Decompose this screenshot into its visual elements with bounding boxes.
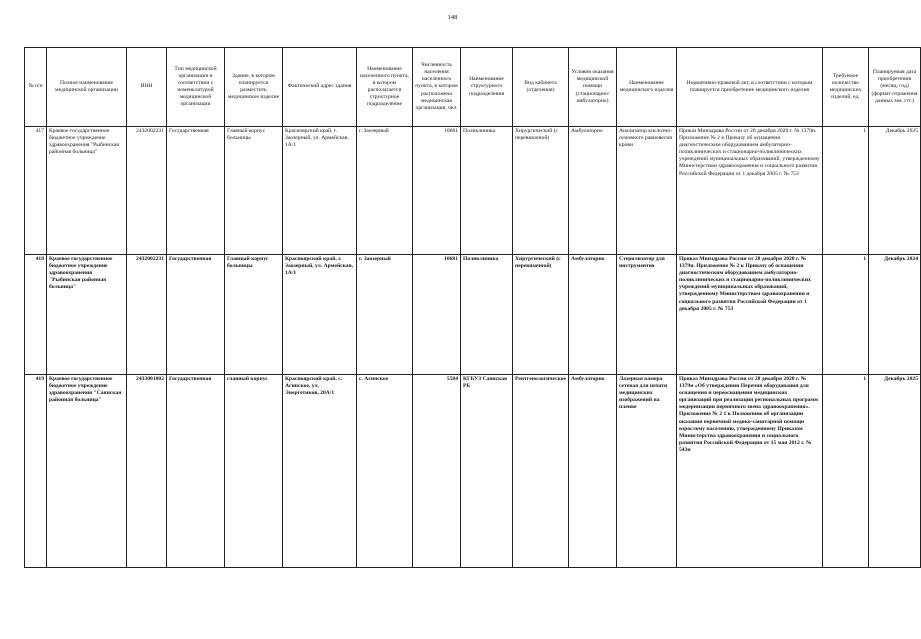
table-row [25, 127, 921, 255]
cell-device: Лазерная камера сетевая для печати медицинских изображений на пленке [617, 375, 677, 568]
cell-conditions: Амбулаторно [569, 127, 617, 255]
cell-num: 417 [25, 127, 47, 255]
cell-type: Государственная [167, 127, 225, 255]
header-device: Наименование медицинского изделия [617, 48, 677, 127]
header-population: Численность населения населенного пункта, в котором расположена медицинская организация, чел. [413, 48, 461, 127]
cell-population: 5584 [413, 375, 461, 568]
cell-num: 418 [25, 255, 47, 375]
equipment-table [24, 47, 921, 568]
cell-conditions: Амбулаторно [569, 375, 617, 568]
cell-cabinet: Хирургический (с перевязочной) [513, 255, 569, 375]
cell-conditions: Амбулаторно [569, 255, 617, 375]
table-header-row [25, 48, 921, 127]
header-qty: Требуемое количество медицинских изделий, ед. [823, 48, 869, 127]
cell-locality: с. Агинское [357, 375, 413, 568]
cell-inn: 2432002231 [127, 255, 167, 375]
cell-type: Государственная [167, 255, 225, 375]
cell-population: 10681 [413, 255, 461, 375]
cell-date: Декабрь 2025 [869, 375, 921, 568]
cell-org: Краевое государственное бюджетное учреждение здравоохранения "Саянская районная больница" [47, 375, 127, 568]
cell-org: Краевое государственное бюджетное учреждение здравоохранения "Рыбинская районная больница" [47, 127, 127, 255]
cell-building: Главный корпус больницы [225, 255, 283, 375]
header-building: Здание, в котором планируется разместить медицинское изделие [225, 48, 283, 127]
cell-qty: 1 [823, 375, 869, 568]
header-locality: Наименование населенного пункта, в котором располагается структурное подразделение [357, 48, 413, 127]
cell-act: Приказ Минздрава России от 28 декабря 2020 г. № 1379н «Об утверждении Перечня оборудования для оснащения и переоснащения медицинских организаций при реализации региональных программ модернизации первичного звена здравоохранения». Приложение № 2 1 к Положению об организации оказания первичной медико-санитарной помощи взрослому населению, утвержденному Приказом Министерства здравоохранения и социального развития Российской Федерации от 15 мая 2012 г. № 543н [677, 375, 823, 568]
cell-device: Стерилизатор для инструментов [617, 255, 677, 375]
cell-building: главный корпус [225, 375, 283, 568]
cell-cabinet: Рентгенологическое [513, 375, 569, 568]
cell-unit: Поликлиника [461, 127, 513, 255]
header-address: Фактический адрес здания [283, 48, 357, 127]
header-conditions: Условия оказания медицинской помощи (стационарно/амбулаторно) [569, 48, 617, 127]
cell-num: 419 [25, 375, 47, 568]
header-unit: Наименование структурного подразделения [461, 48, 513, 127]
cell-date: Декабрь 2025 [869, 127, 921, 255]
cell-device: Анализатор кислотно-основного равновесия крови [617, 127, 677, 255]
cell-building: Главный корпус больницы [225, 127, 283, 255]
header-type: Тип медицинской организации в соответствии с номенклатурой медицинской организации [167, 48, 225, 127]
page-number: 148 [447, 14, 458, 21]
cell-unit: КГБУЗ Саянская РБ [461, 375, 513, 568]
cell-address: Красноярский край, г. Заозерный, ул. Армейская, 1А/1 [283, 127, 357, 255]
cell-qty: 1 [823, 127, 869, 255]
cell-inn: 2433001002 [127, 375, 167, 568]
cell-type: Государственная [167, 375, 225, 568]
header-num: № п/п [25, 48, 47, 127]
table-row [25, 255, 921, 375]
cell-act: Приказ Минздрава России от 28 декабря 2020 г. № 1379н. Приложение № 2 к Приказу об оснащении диагностическим оборудованием амбулаторно-поликлинических и стационарно-поликлинических учреждений муниципальных образований, утвержденному Министерством здравоохранения и социального развития Российской Федерации от 1 декабря 2005 г. № 753 [677, 127, 823, 255]
header-act: Нормативно-правовой акт, в соответствии с которым планируется приобретение медицинского изделия [677, 48, 823, 127]
cell-date: Декабрь 2024 [869, 255, 921, 375]
cell-address: Красноярский край, г. Заозерный, ул. Армейская, 1А/1 [283, 255, 357, 375]
cell-cabinet: Хирургический (с перевязочной) [513, 127, 569, 255]
header-cabinet: Вид кабинета (отделения) [513, 48, 569, 127]
cell-org: Краевое государственное бюджетное учреждение здравоохранения "Рыбинская районная больница" [47, 255, 127, 375]
header-date: Планируемая дата приобретения (месяц, год) (формат отражения данных мм. ггг.) [869, 48, 921, 127]
header-org: Полное наименование медицинской организации [47, 48, 127, 127]
cell-qty: 1 [823, 255, 869, 375]
cell-unit: Поликлиника [461, 255, 513, 375]
cell-act: Приказ Минздрава России от 28 декабря 2020 г. № 1379н. Приложение № 2 к Приказу об оснащении диагностическим оборудованием амбулаторно-поликлинических и стационарно-поликлинических учреждений муниципальных образований, утвержденному Министерством здравоохранения и социального развития Российской Федерации от 1 декабря 2005 г. № 753 [677, 255, 823, 375]
header-inn: ИНН [127, 48, 167, 127]
cell-locality: г. Заозерный [357, 127, 413, 255]
cell-locality: г. Заозерный [357, 255, 413, 375]
cell-population: 10681 [413, 127, 461, 255]
table-row [25, 375, 921, 568]
cell-address: Красноярский край, с. Агинское, ул. Энергетиков, 20А/1 [283, 375, 357, 568]
cell-inn: 2432002231 [127, 127, 167, 255]
